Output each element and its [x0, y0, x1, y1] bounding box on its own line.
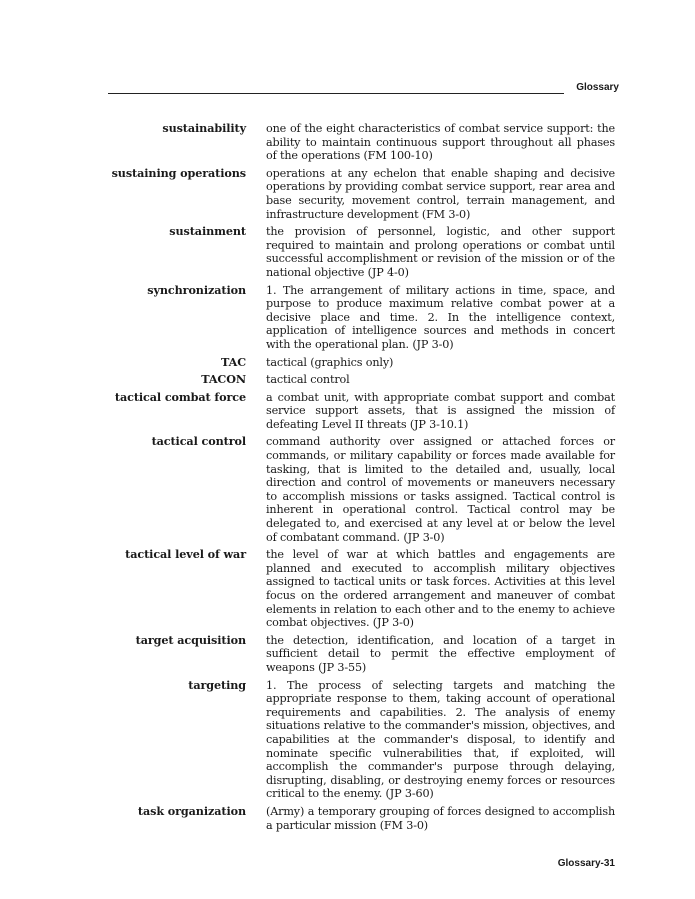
glossary-definition: a combat unit, with appropriate combat support and combat service support assets, that is assigned the mission of defeating Level II threats (JP 3-10.1): [266, 390, 615, 431]
glossary-entry: [100, 391, 615, 432]
glossary-term: sustaining operations: [111, 165, 246, 180]
glossary-term: sustainability: [162, 121, 246, 135]
glossary-entry: [100, 805, 615, 832]
glossary-entry: [100, 284, 615, 352]
glossary-term: tactical level of war: [125, 547, 246, 562]
glossary-term: targeting: [188, 677, 246, 692]
glossary-entry: [100, 435, 615, 544]
glossary-definition: 1. The arrangement of military actions in time, space, and purpose to produce maximum relative combat power at a decisive place and time. 2. In the intelligence context, application of intelligence sources and methods in concert with the operational plan. (JP 3-0): [266, 283, 615, 351]
page-number: Glossary-31: [557, 858, 615, 869]
glossary-definition: 1. The process of selecting targets and matching the appropriate response to them, taking account of operational requirements and capabilities. 2. The analysis of enemy situations relative to the commander's mission, objectives, and capabilities at the commander's disposal, to identify and nominate specific vulnerabilities that, if exploited, will accomplish the commander's purpose through delaying, disrupting, disabling, or destroying enemy forces or resources critical to the enemy. (JP 3-60): [266, 678, 615, 801]
glossary-definition: command authority over assigned or attached forces or commands, or military capability or forces made available for tasking, that is limited to the detailed and, usually, local direction and control of movements or maneuvers necessary to accomplish missions or tasks assigned. Tactical control is inherent in operational control. Tactical control may be delegated to, and exercised at any level at or below the level of combatant command. (JP 3-0): [266, 435, 615, 544]
glossary-term: synchronization: [147, 282, 246, 297]
glossary-term: task organization: [137, 803, 246, 818]
glossary-entry: [100, 373, 615, 387]
glossary-definition: (Army) a temporary grouping of forces designed to accomplish a particular mission (FM 3-0): [266, 804, 615, 832]
glossary-term: tactical combat force: [114, 389, 246, 404]
glossary-entry: [100, 548, 615, 630]
glossary-definition: the level of war at which battles and engagements are planned and executed to accomplish military objectives assigned to tactical units or task forces. Activities at this level focus on the ordered arrangement and maneuver of combat elements in relation to each other and to the enemy to achieve combat objectives. (JP 3-0): [266, 548, 615, 630]
glossary-term: sustainment: [169, 224, 246, 239]
glossary-definition: the detection, identification, and location of a target in sufficient detail to permit the effective employment of weapons (JP 3-55): [266, 633, 615, 674]
glossary-term: target acquisition: [135, 632, 246, 647]
glossary-entries: [100, 122, 615, 836]
glossary-definition: tactical (graphics only): [266, 355, 394, 369]
glossary-term: TAC: [221, 354, 246, 369]
header-rule: [108, 93, 564, 94]
glossary-term: TACON: [201, 372, 246, 387]
page-header-title: Glossary: [576, 82, 619, 93]
glossary-entry: [100, 122, 615, 163]
glossary-entry: [100, 356, 615, 370]
glossary-definition: operations at any echelon that enable shaping and decisive operations by providing combat service support, rear area and base security, movement control, terrain management, and infrastructure development (FM 3-0): [266, 166, 615, 221]
glossary-entry: [100, 225, 615, 279]
glossary-term: tactical control: [151, 434, 246, 449]
glossary-definition: tactical control: [266, 373, 350, 387]
glossary-entry: [100, 634, 615, 675]
glossary-definition: the provision of personnel, logistic, and other support required to maintain and prolong operations or combat until successful accomplishment or revision of the mission or of the national objective (JP 4-0): [266, 225, 615, 279]
glossary-entry: [100, 167, 615, 221]
glossary-entry: [100, 679, 615, 801]
glossary-definition: one of the eight characteristics of combat service support: the ability to maintain continuous support throughout all phases of the operations (FM 100-10): [266, 122, 615, 163]
